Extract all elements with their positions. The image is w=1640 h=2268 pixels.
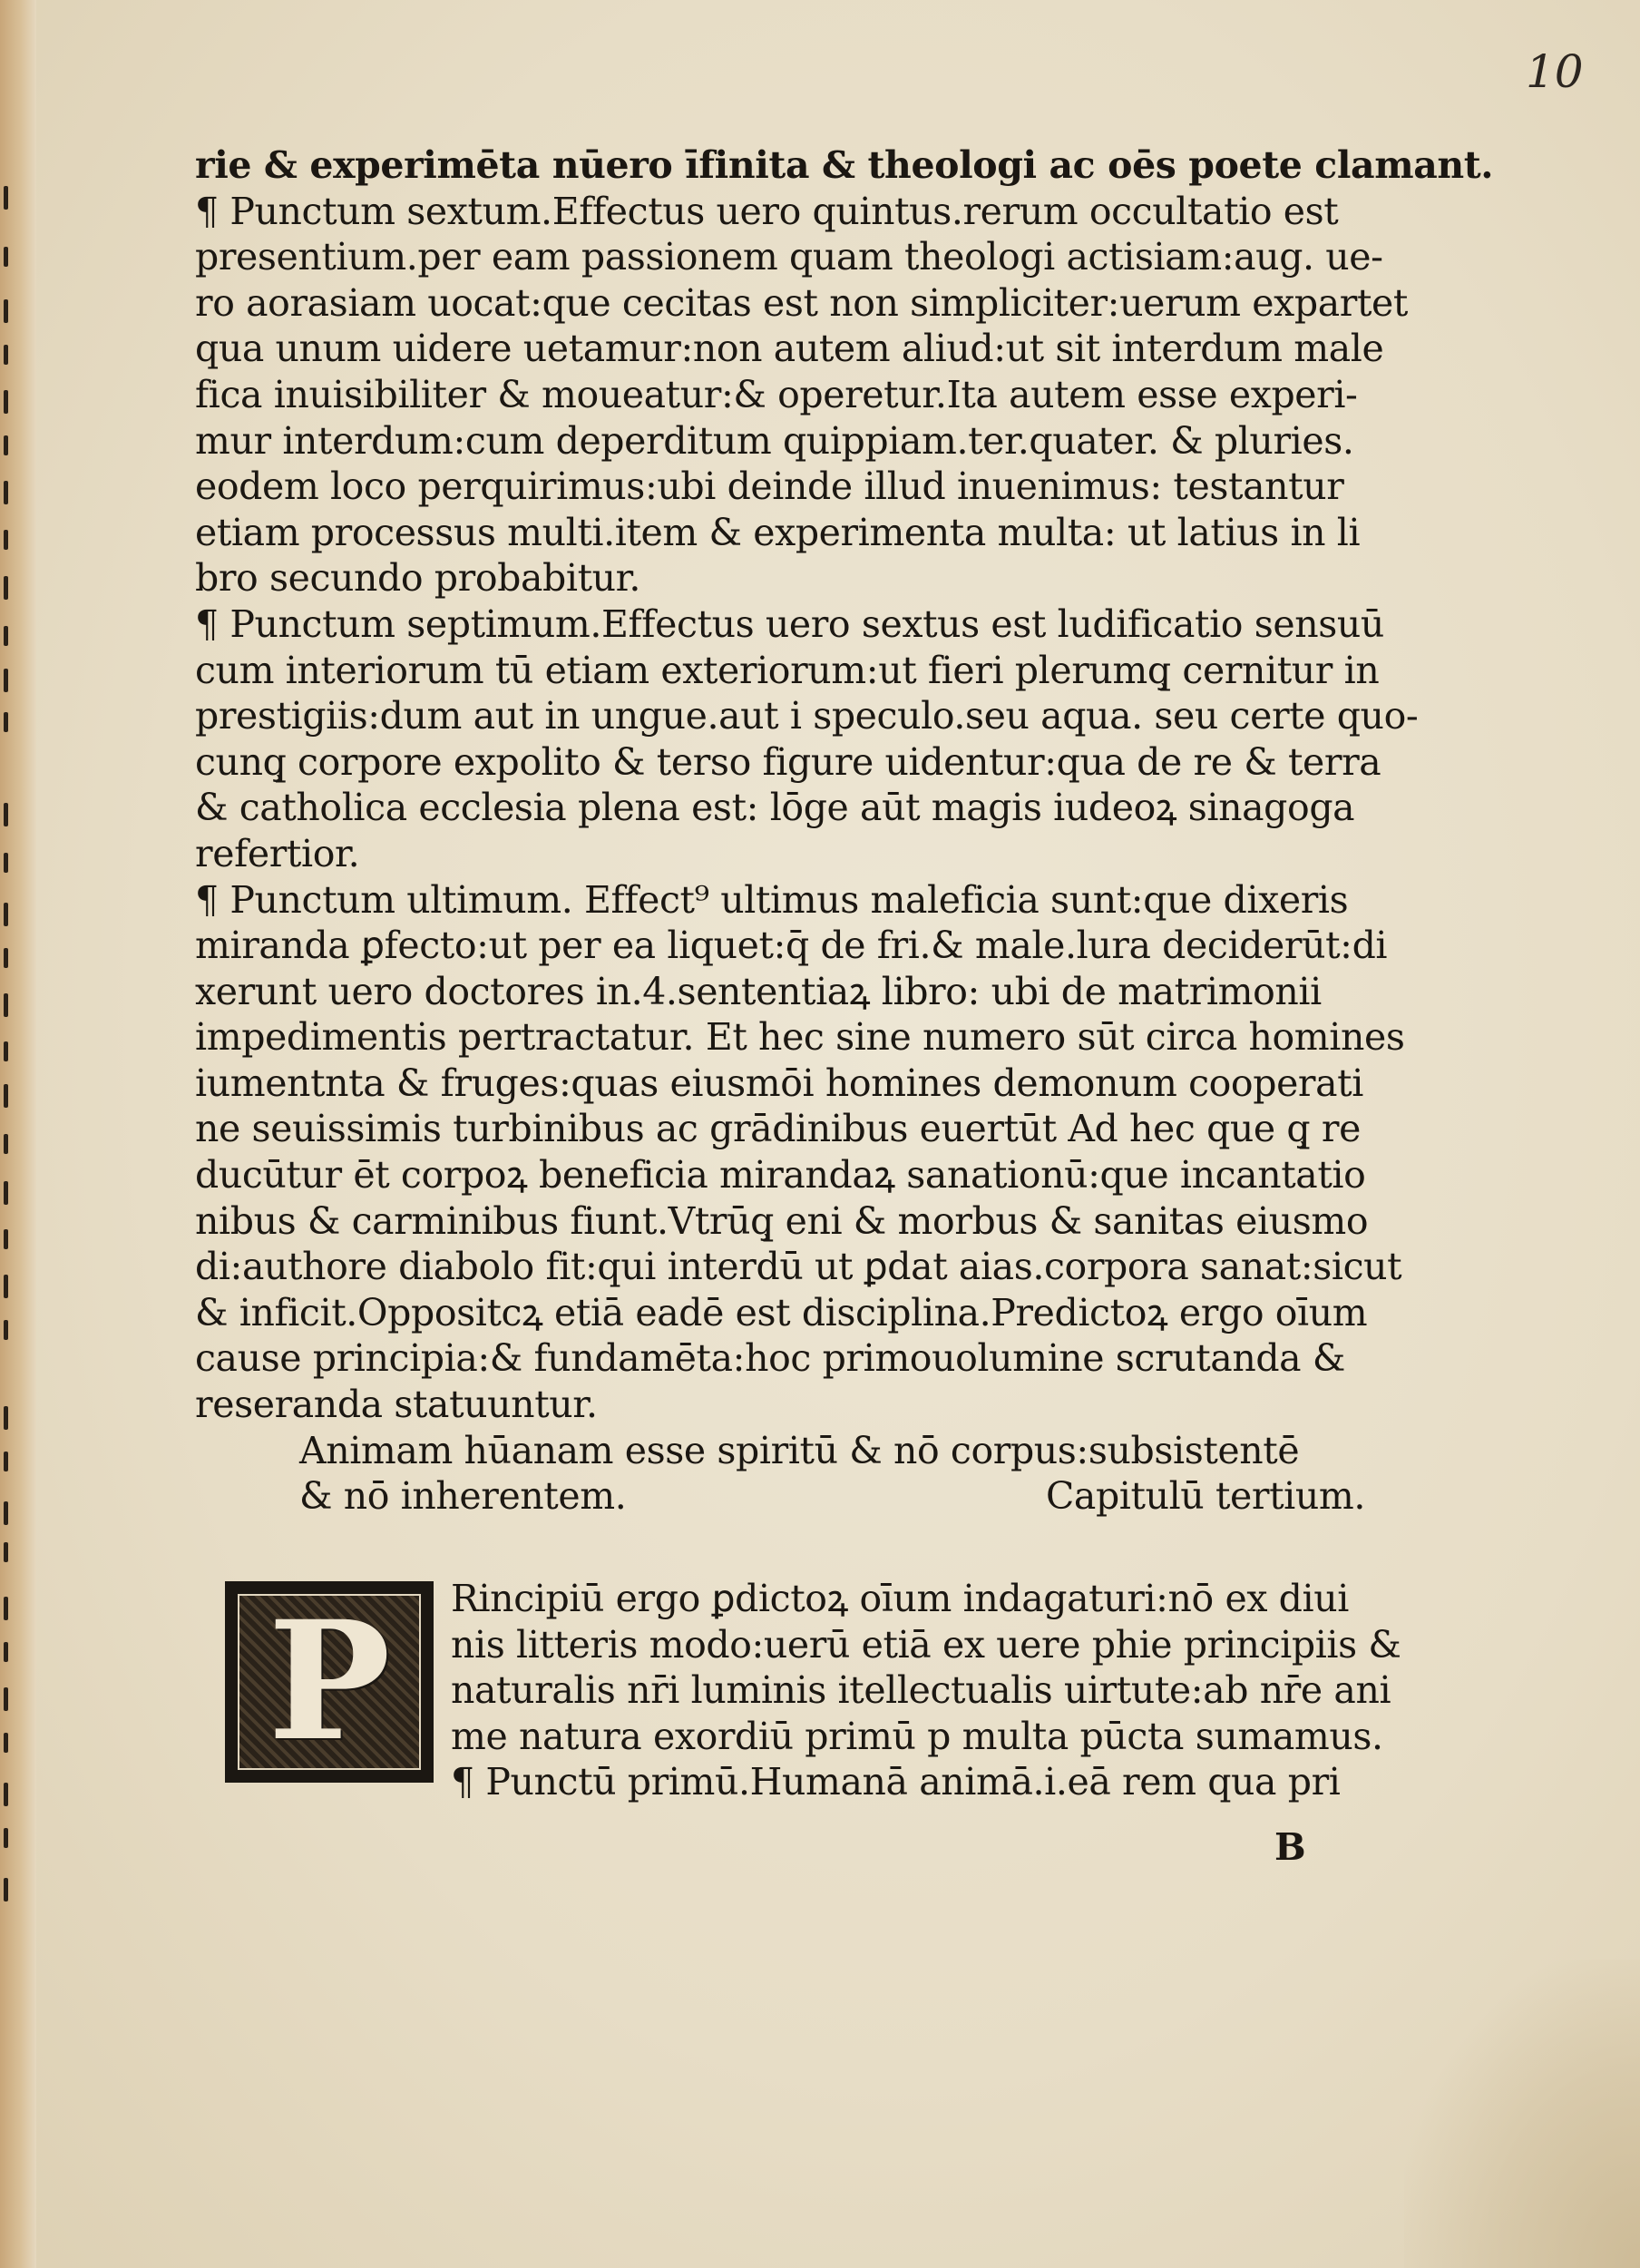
text-line: fica inuisibiliter & moueatur:& operetur.Ita autem esse experi- [195,372,1358,416]
text-line: refertior. [195,831,360,875]
initial-letter: P [268,1586,391,1777]
text-line: iumentnta & fruges:quas eiusmōi homines demonum cooperati [195,1061,1363,1105]
text-line: ducūtur ēt corpoꝝ beneficia mirandaꝝ sanationū:que incantatio [195,1153,1366,1198]
text-line: Rincipiū ergo ꝑdictoꝝ oīum indagaturi:nō ex diui [451,1577,1349,1620]
text-line: cunq̧ corpore expolito & terso figure uidentur:qua de re & terra [195,739,1381,784]
text-line: cause principia:& fundamēta:hoc primouolumine scrutanda & [195,1336,1345,1381]
text-line: di:authore diabolo fit:qui interdū ut ꝑdat aias.corpora sanat:sicut [195,1245,1402,1289]
decorated-initial [225,1581,434,1783]
chapter-text-block [451,1576,1401,1805]
text-line: nibus & carminibus fiunt.Vtrūq̧ eni & morbus & sanitas eiusmo [195,1198,1369,1243]
text-line: ¶ Punctū primū.Humanā animā.i.eā rem qua pri [451,1760,1341,1804]
text-line: ¶ Punctum septimum.Effectus uero sextus est ludificatio sensuū [195,601,1384,646]
page-number: 10 [1526,45,1584,98]
text-line: & catholica ecclesia plena est: lōge aūt magis iudeoꝝ sinagoga [195,786,1355,830]
text-line: rie & experimēta nūero īfinita & theologi ac oēs poete clamant. [195,143,1494,187]
text-line: cum interiorum tū etiam exteriorum:ut fieri plerumq̧ cernitur in [195,648,1380,692]
chapter-heading-line: Animam hūanam esse spiritū & nō corpus:subsistentē [299,1428,1300,1472]
chapter-number-label: Capitulū tertium. [1045,1474,1365,1519]
chapter-heading-line-2 [195,1473,1365,1520]
text-line: impedimentis pertractatur. Et hec sine numero sūt circa homines [195,1015,1405,1060]
text-line: nis litteris modo:uerū etiā ex uere phie principiis & [451,1622,1401,1667]
text-line: etiam processus multi.item & experimenta multa: ut latius in li [195,510,1361,554]
text-line: mur interdum:cum deperditum quippiam.ter.quater. & pluries. [195,418,1354,463]
signature-mark: B [1274,1825,1306,1869]
paper-stain [1404,1960,1640,2268]
text-line: miranda ꝑfecto:ut per ea liquet:q̄ de fri.& male.lura deciderūt:di [195,924,1388,968]
main-text-block [195,142,1494,1520]
text-line: ¶ Punctum sextum.Effectus uero quintus.rerum occultatio est [195,189,1339,233]
chapter-heading-subject: & nō inherentem. [299,1474,627,1519]
text-line: & inficit.Oppositcꝝ etiā eadē est disciplina.Predictoꝝ ergo oīum [195,1290,1368,1334]
text-line: ro aorasiam uocat:que cecitas est non simpliciter:uerum expartet [195,280,1408,325]
text-line: prestigiis:dum aut in ungue.aut i speculo.seu aqua. seu certe quo- [195,694,1419,738]
facing-page-edge [0,0,18,2268]
text-line: reseranda statuuntur. [195,1383,598,1427]
text-line: naturalis nr̄i luminis itellectualis uirtute:ab nr̄e ani [451,1668,1391,1713]
initial-ornament [238,1586,421,1777]
text-line: ne seuissimis turbinibus ac grādinibus euertūt Ad hec que q̧ re [195,1107,1361,1151]
text-line: qua unum uidere uetamur:non autem aliud:ut sit interdum male [195,327,1384,371]
text-line: xerunt uero doctores in.4.sententiaꝝ libro: ubi de matrimonii [195,969,1322,1013]
text-line: eodem loco perquirimus:ubi deinde illud inuenimus: testantur [195,464,1344,509]
text-line: presentium.per eam passionem quam theologi actisiam:aug. ue- [195,235,1383,279]
text-line: me natura exordiū primū p multa pūcta sumamus. [451,1714,1383,1758]
text-line: ¶ Punctum ultimum. Effect⁹ ultimus maleficia sunt:que dixeris [195,877,1349,922]
text-line: bro secundo probabitur. [195,556,640,601]
